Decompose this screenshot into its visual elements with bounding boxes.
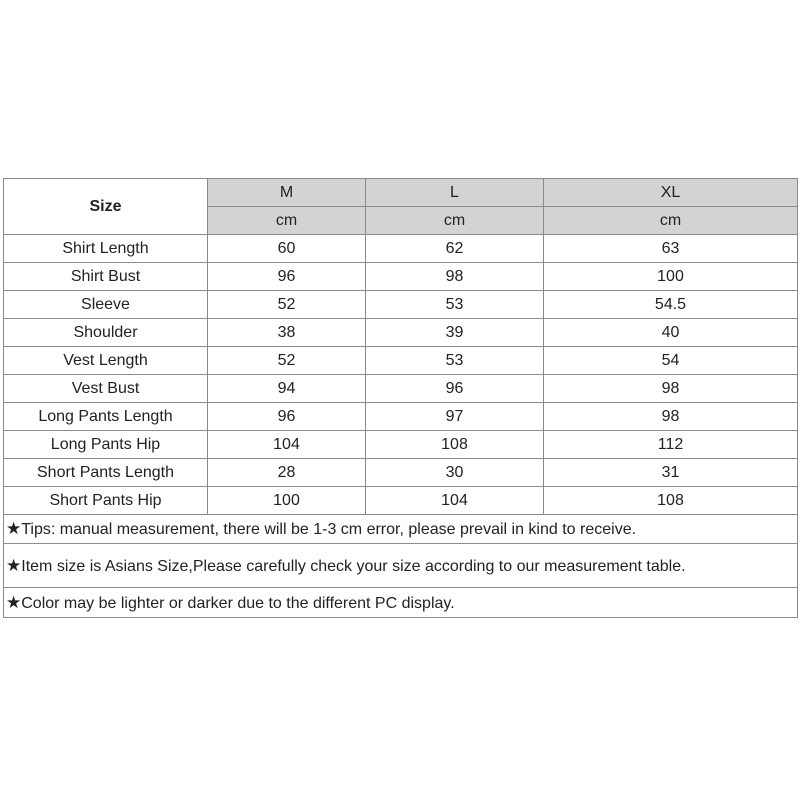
cell-xl: 100 xyxy=(544,263,798,291)
note-color-text: Color may be lighter or darker due to the different PC display. xyxy=(21,594,455,612)
star-icon: ★ xyxy=(6,592,22,612)
note-tips-text: Tips: manual measurement, there will be 1-3 cm error, please prevail in kind to receive. xyxy=(21,521,637,538)
table-row xyxy=(4,431,798,459)
cell-l: 108 xyxy=(366,431,544,459)
size-corner-label: Size xyxy=(4,179,208,235)
unit-xl: cm xyxy=(544,207,798,235)
cell-xl: 54.5 xyxy=(544,291,798,319)
note-row-color xyxy=(4,588,798,618)
note-asian-size xyxy=(4,544,798,588)
table-row xyxy=(4,375,798,403)
row-label: Sleeve xyxy=(4,291,208,319)
cell-m: 94 xyxy=(208,375,366,403)
note-row-asian-size xyxy=(4,544,798,588)
size-header-row xyxy=(4,179,798,207)
unit-m: cm xyxy=(208,207,366,235)
cell-xl: 108 xyxy=(544,487,798,515)
cell-xl: 63 xyxy=(544,235,798,263)
cell-l: 96 xyxy=(366,375,544,403)
cell-l: 62 xyxy=(366,235,544,263)
cell-m: 96 xyxy=(208,403,366,431)
table-row xyxy=(4,291,798,319)
cell-m: 104 xyxy=(208,431,366,459)
table-row xyxy=(4,263,798,291)
cell-l: 98 xyxy=(366,263,544,291)
cell-m: 28 xyxy=(208,459,366,487)
star-icon: ★ xyxy=(6,519,22,538)
note-tips xyxy=(4,515,798,544)
size-chart-table xyxy=(3,178,798,618)
cell-xl: 98 xyxy=(544,403,798,431)
note-row-tips xyxy=(4,515,798,544)
table-row xyxy=(4,319,798,347)
unit-l: cm xyxy=(366,207,544,235)
note-asian-size-text: Item size is Asians Size,Please carefully check your size according to our measurement table. xyxy=(21,557,686,575)
note-color xyxy=(4,588,798,618)
cell-l: 30 xyxy=(366,459,544,487)
cell-l: 53 xyxy=(366,291,544,319)
cell-xl: 40 xyxy=(544,319,798,347)
cell-m: 52 xyxy=(208,347,366,375)
cell-xl: 98 xyxy=(544,375,798,403)
row-label: Vest Length xyxy=(4,347,208,375)
table-row xyxy=(4,235,798,263)
row-label: Shirt Length xyxy=(4,235,208,263)
table-row xyxy=(4,487,798,515)
row-label: Shirt Bust xyxy=(4,263,208,291)
cell-l: 39 xyxy=(366,319,544,347)
row-label: Short Pants Length xyxy=(4,459,208,487)
table-row xyxy=(4,459,798,487)
cell-m: 52 xyxy=(208,291,366,319)
cell-m: 38 xyxy=(208,319,366,347)
row-label: Short Pants Hip xyxy=(4,487,208,515)
row-label: Vest Bust xyxy=(4,375,208,403)
star-icon: ★ xyxy=(6,555,22,575)
cell-l: 97 xyxy=(366,403,544,431)
cell-xl: 54 xyxy=(544,347,798,375)
size-header-m: M xyxy=(208,179,366,207)
table-row xyxy=(4,347,798,375)
row-label: Long Pants Length xyxy=(4,403,208,431)
size-header-l: L xyxy=(366,179,544,207)
row-label: Shoulder xyxy=(4,319,208,347)
cell-l: 53 xyxy=(366,347,544,375)
cell-m: 100 xyxy=(208,487,366,515)
cell-m: 60 xyxy=(208,235,366,263)
cell-xl: 112 xyxy=(544,431,798,459)
cell-l: 104 xyxy=(366,487,544,515)
cell-xl: 31 xyxy=(544,459,798,487)
cell-m: 96 xyxy=(208,263,366,291)
size-header-xl: XL xyxy=(544,179,798,207)
table-row xyxy=(4,403,798,431)
row-label: Long Pants Hip xyxy=(4,431,208,459)
